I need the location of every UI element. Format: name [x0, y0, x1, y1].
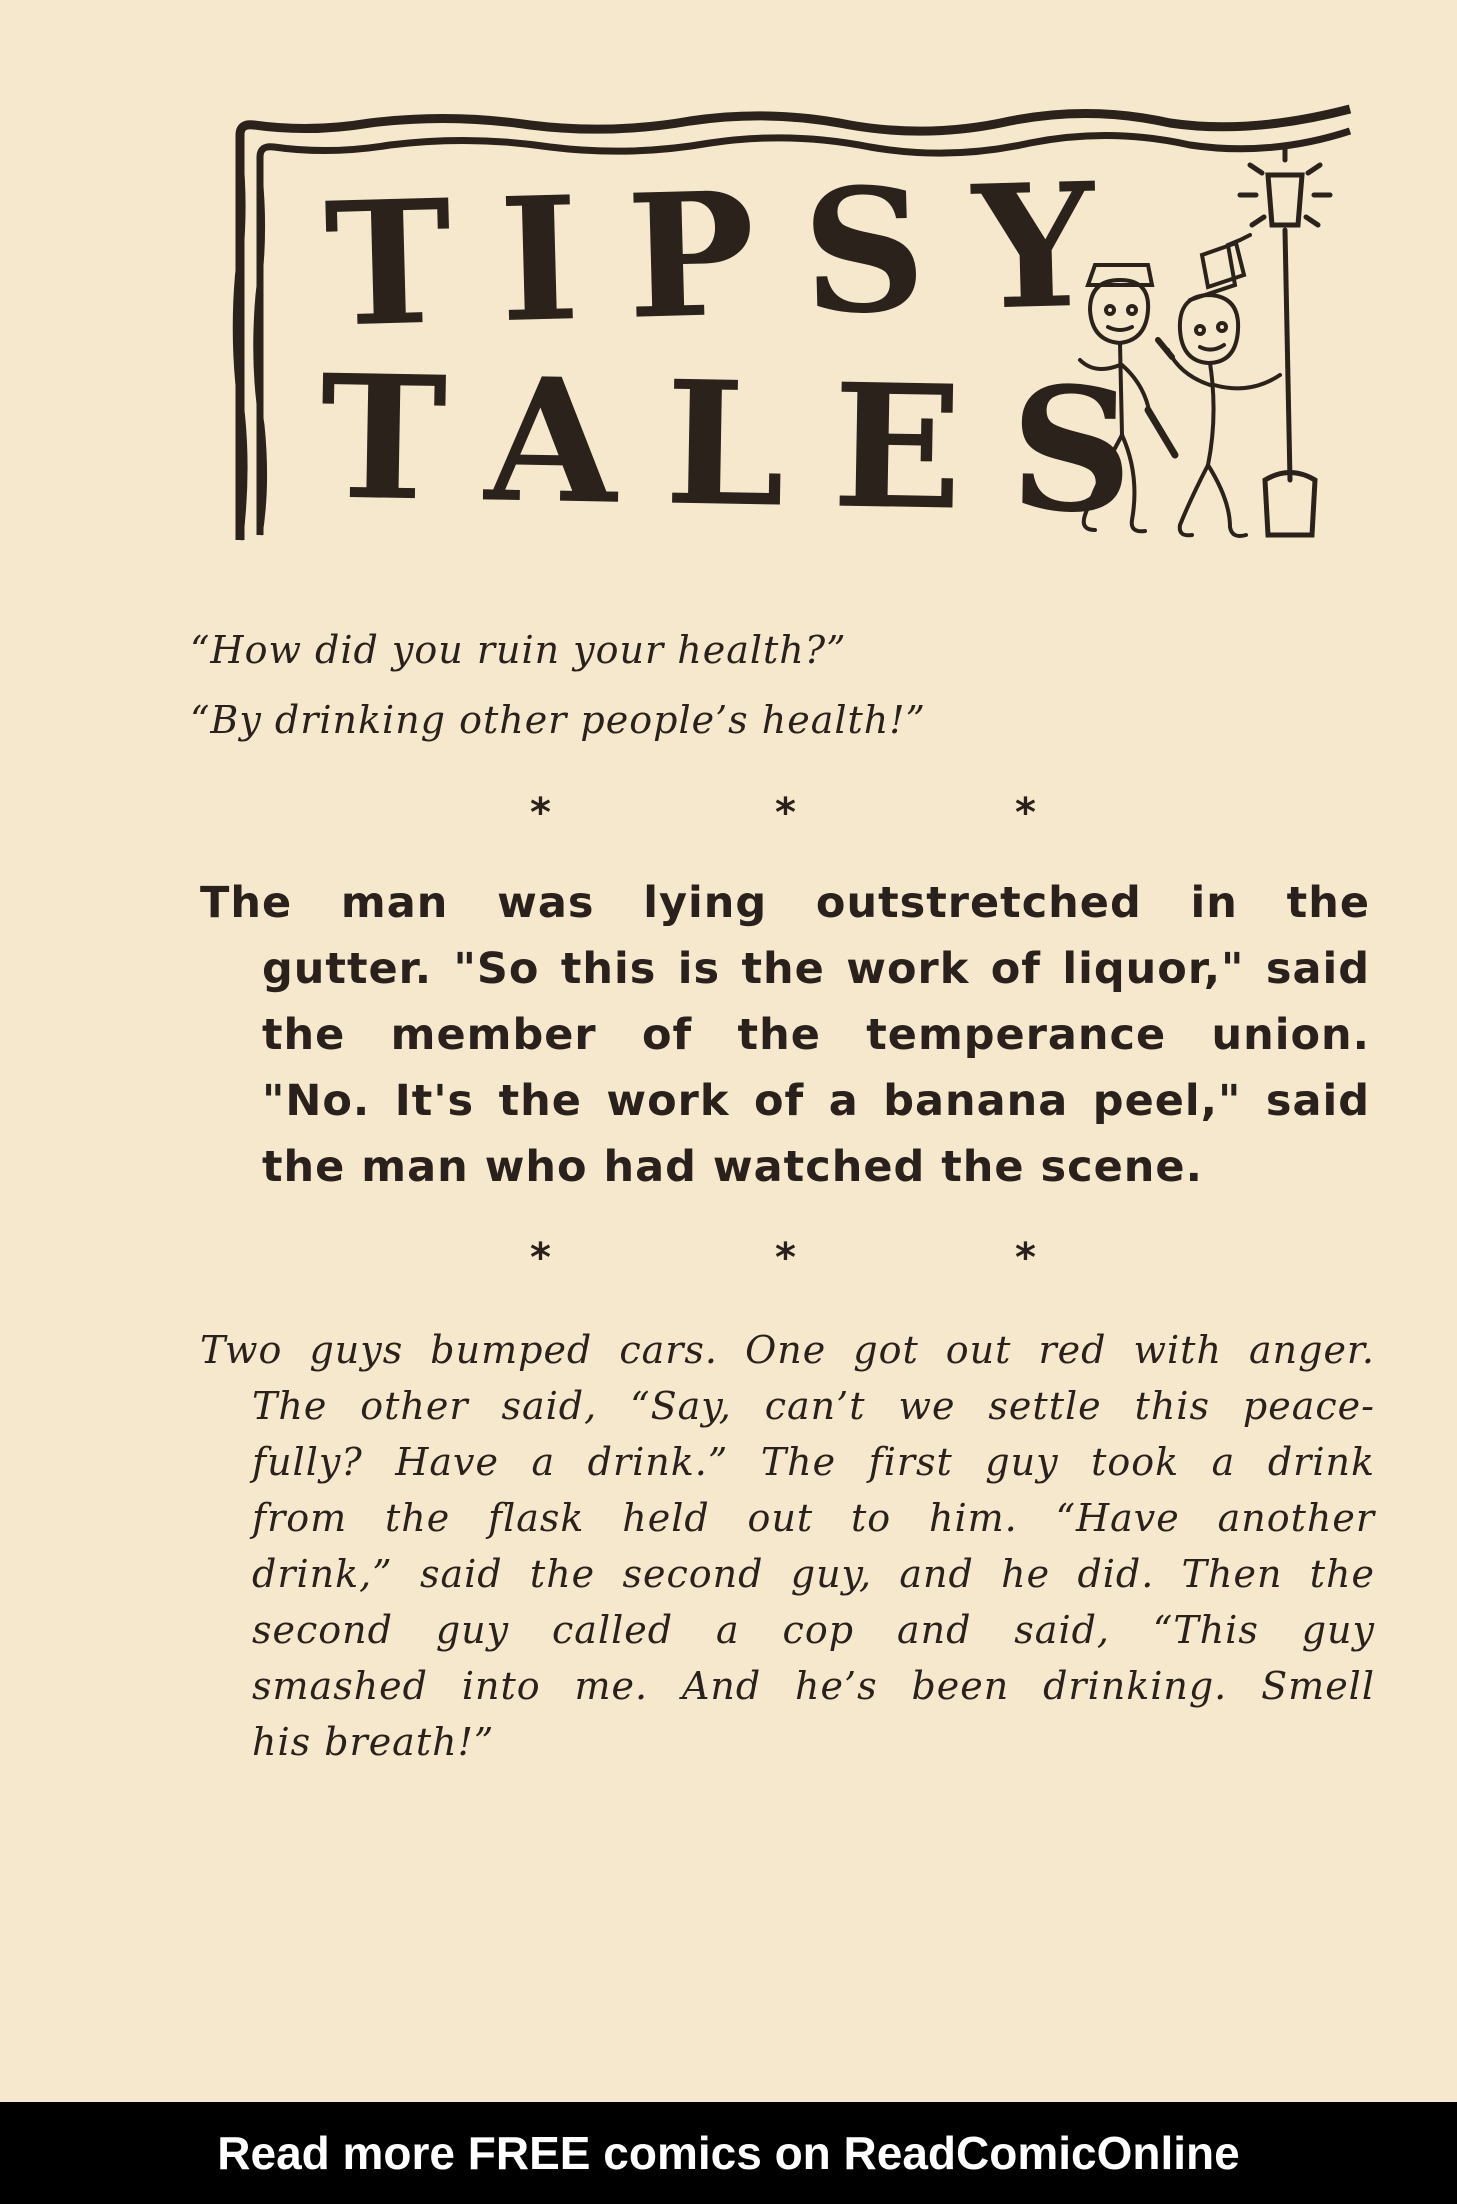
joke3-line: fully? Have a drink.” The first guy took a drink — [252, 1440, 1375, 1484]
footer-text: Read more FREE comics on ReadComicOnline — [217, 2127, 1240, 2179]
title-tales: TALES — [318, 337, 1183, 553]
joke3-paragraph — [200, 1322, 1375, 1770]
joke2-line: the man who had watched the scene. — [262, 1142, 1203, 1192]
separator-star: * — [530, 790, 551, 836]
joke3-line: from the flask held out to him. “Have another — [252, 1496, 1375, 1540]
joke3-line: drink,” said the second guy, and he did. Then the — [252, 1552, 1375, 1596]
joke2-line: the member of the temperance union. — [262, 1010, 1370, 1060]
joke1-answer: “By drinking other people’s health!” — [190, 698, 926, 742]
joke2-line: "No. It's the work of a banana peel," said — [262, 1076, 1370, 1126]
joke2-line: gutter. "So this is the work of liquor," said — [262, 944, 1370, 994]
read-more-banner-link[interactable] — [0, 2102, 1457, 2204]
title-tipsy: TIPSY — [322, 144, 1146, 366]
joke3-line: second guy called a cop and said, “This guy — [252, 1608, 1375, 1652]
joke2-paragraph — [200, 870, 1370, 1200]
title-banner — [230, 95, 1360, 565]
drunk-figures-illustration — [1040, 135, 1360, 555]
separator-star: * — [530, 1235, 551, 1281]
joke3-line: his breath!” — [252, 1720, 495, 1764]
separator-star: * — [775, 1235, 796, 1281]
joke3-line: The other said, “Say, can’t we settle this peace- — [252, 1384, 1375, 1428]
joke2-line: The man was lying outstretched in the — [200, 878, 1370, 928]
separator-star: * — [775, 790, 796, 836]
separator-star: * — [1015, 790, 1036, 836]
joke1-question: “How did you ruin your health?” — [190, 628, 847, 672]
joke3-line: smashed into me. And he’s been drinking. Smell — [252, 1664, 1375, 1708]
separator-star: * — [1015, 1235, 1036, 1281]
joke3-line: Two guys bumped cars. One got out red with anger. — [200, 1328, 1375, 1372]
